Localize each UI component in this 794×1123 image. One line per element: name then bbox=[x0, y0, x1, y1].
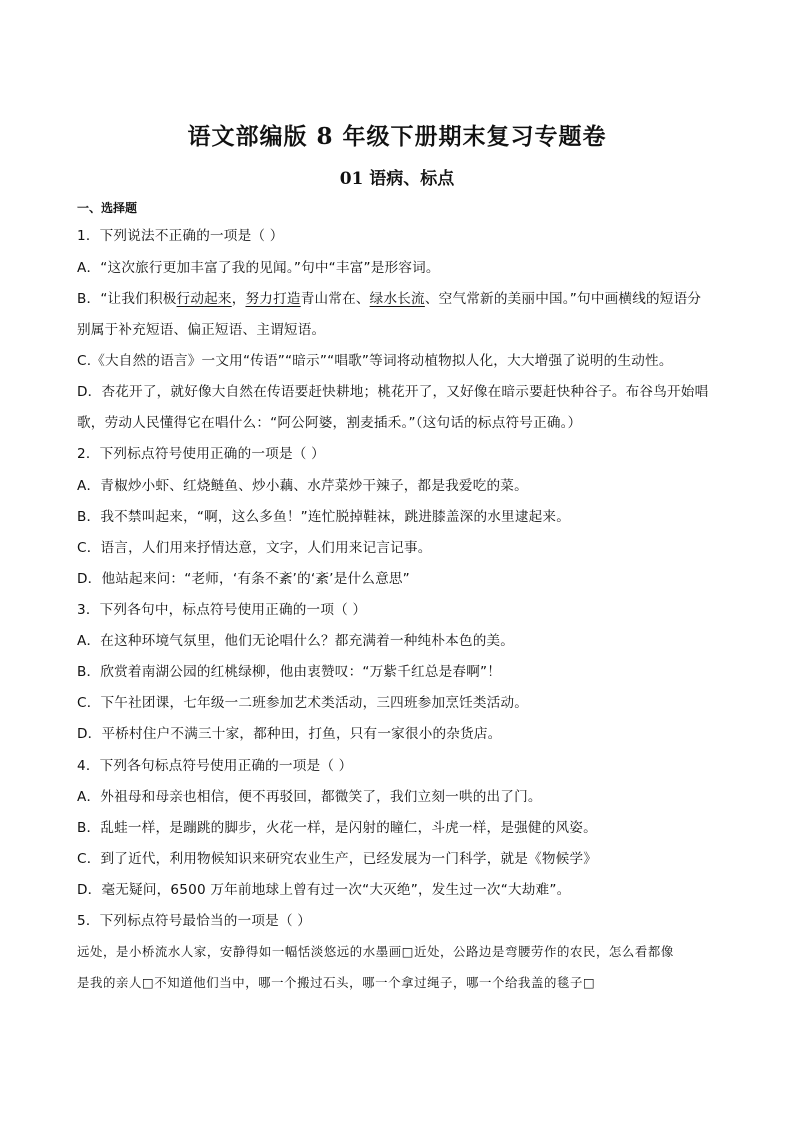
q1-b-underline-1: 行动起来 bbox=[176, 291, 232, 307]
q3-option-c: C．下午社团课，七年级一二班参加艺术类活动，三四班参加烹饪类活动。 bbox=[77, 695, 529, 711]
q1-b-underline-2: 努力打造 bbox=[245, 291, 301, 307]
q3-stem: 3．下列各句中，标点符号使用正确的一项（ ） bbox=[77, 602, 367, 618]
q4-option-b: B．乱蛙一样，是蹦跳的脚步，火花一样，是闪射的瞳仁，斗虎一样，是强健的风姿。 bbox=[77, 820, 597, 836]
q1-option-d: D．杏花开了，就好像大自然在传语要赶快耕地；桃花开了，又好像在暗示要赶快种谷子。布谷鸟开始唱 bbox=[77, 384, 709, 400]
q5-stem: 5．下列标点符号最恰当的一项是（ ） bbox=[77, 913, 312, 929]
q1-option-c: C.《大自然的语言》一文用“传语”“暗示”“唱歌”等词将动植物拟人化，大大增强了说明的生动性。 bbox=[77, 353, 673, 369]
q5-passage-line-2: 是我的亲人□不知道他们当中，哪一个搬过石头，哪一个拿过绳子，哪一个给我盖的毯子□ bbox=[77, 975, 596, 990]
q1-b-text: 、空气常新的美丽中国。”句中画横线的短语分 bbox=[424, 291, 702, 307]
q1-stem: 1．下列说法不正确的一项是（ ） bbox=[77, 228, 284, 244]
q4-option-c: C．到了近代，利用物候知识来研究农业生产，已经发展为一门科学，就是《物候学》 bbox=[77, 851, 598, 867]
q1-option-b bbox=[77, 287, 722, 307]
q2-option-c: C．语言，人们用来抒情达意，文字，人们用来记言记事。 bbox=[77, 540, 432, 556]
q3-option-d: D．平桥村住户不满三十家，都种田，打鱼，只有一家很小的杂货店。 bbox=[77, 726, 502, 742]
q2-option-b: B．我不禁叫起来，“啊，这么多鱼！”连忙脱掉鞋袜，跳进膝盖深的水里逮起来。 bbox=[77, 509, 570, 525]
q2-stem: 2．下列标点符号使用正确的一项是（ ） bbox=[77, 446, 325, 462]
q1-option-d-cont: 歌，劳动人民懂得它在唱什么：“阿公阿婆，割麦插禾。”（这句话的标点符号正确。） bbox=[77, 415, 582, 431]
q2-option-d: D．他站起来问：“老师，‘有条不紊’的‘紊’是什么意思” bbox=[77, 571, 410, 587]
q1-b-text: B．“让我们积极 bbox=[77, 291, 177, 307]
q4-option-a: A．外祖母和母亲也相信，便不再驳回，都微笑了，我们立刻一哄的出了门。 bbox=[77, 789, 542, 805]
q1-b-underline-3: 绿水长流 bbox=[369, 291, 425, 307]
q1-option-b-cont: 别属于补充短语、偏正短语、主谓短语。 bbox=[77, 322, 326, 338]
q5-passage-line-1: 远处，是小桥流水人家，安静得如一幅恬淡悠远的水墨画□近处，公路边是弯腰劳作的农民，怎么看都像 bbox=[77, 944, 674, 959]
q3-option-a: A．在这种环境气氛里，他们无论唱什么？都充满着一种纯朴本色的美。 bbox=[77, 633, 515, 649]
doc-title: 语文部编版 8 年级下册期末复习专题卷 bbox=[187, 123, 607, 150]
q1-option-a: A．“这次旅行更加丰富了我的见闻。”句中“丰富”是形容词。 bbox=[77, 260, 440, 276]
q1-b-text: 青山常在、 bbox=[300, 291, 370, 307]
doc-subtitle: 01 语病、标点 bbox=[339, 169, 455, 189]
section-heading: 一、选择题 bbox=[77, 201, 138, 215]
q4-option-d: D．毫无疑问，6500 万年前地球上曾有过一次“大灭绝”，发生过一次“大劫难”。 bbox=[77, 882, 571, 898]
q4-stem: 4．下列各句标点符号使用正确的一项是（ ） bbox=[77, 758, 353, 774]
q2-option-a: A．青椒炒小虾、红烧鲢鱼、炒小藕、水芹菜炒干辣子，都是我爱吃的菜。 bbox=[77, 478, 528, 494]
q3-option-b: B．欣赏着南湖公园的红桃绿柳，他由衷赞叹：“万紫千红总是春啊”！ bbox=[77, 664, 502, 680]
q1-b-text: ， bbox=[231, 291, 246, 307]
